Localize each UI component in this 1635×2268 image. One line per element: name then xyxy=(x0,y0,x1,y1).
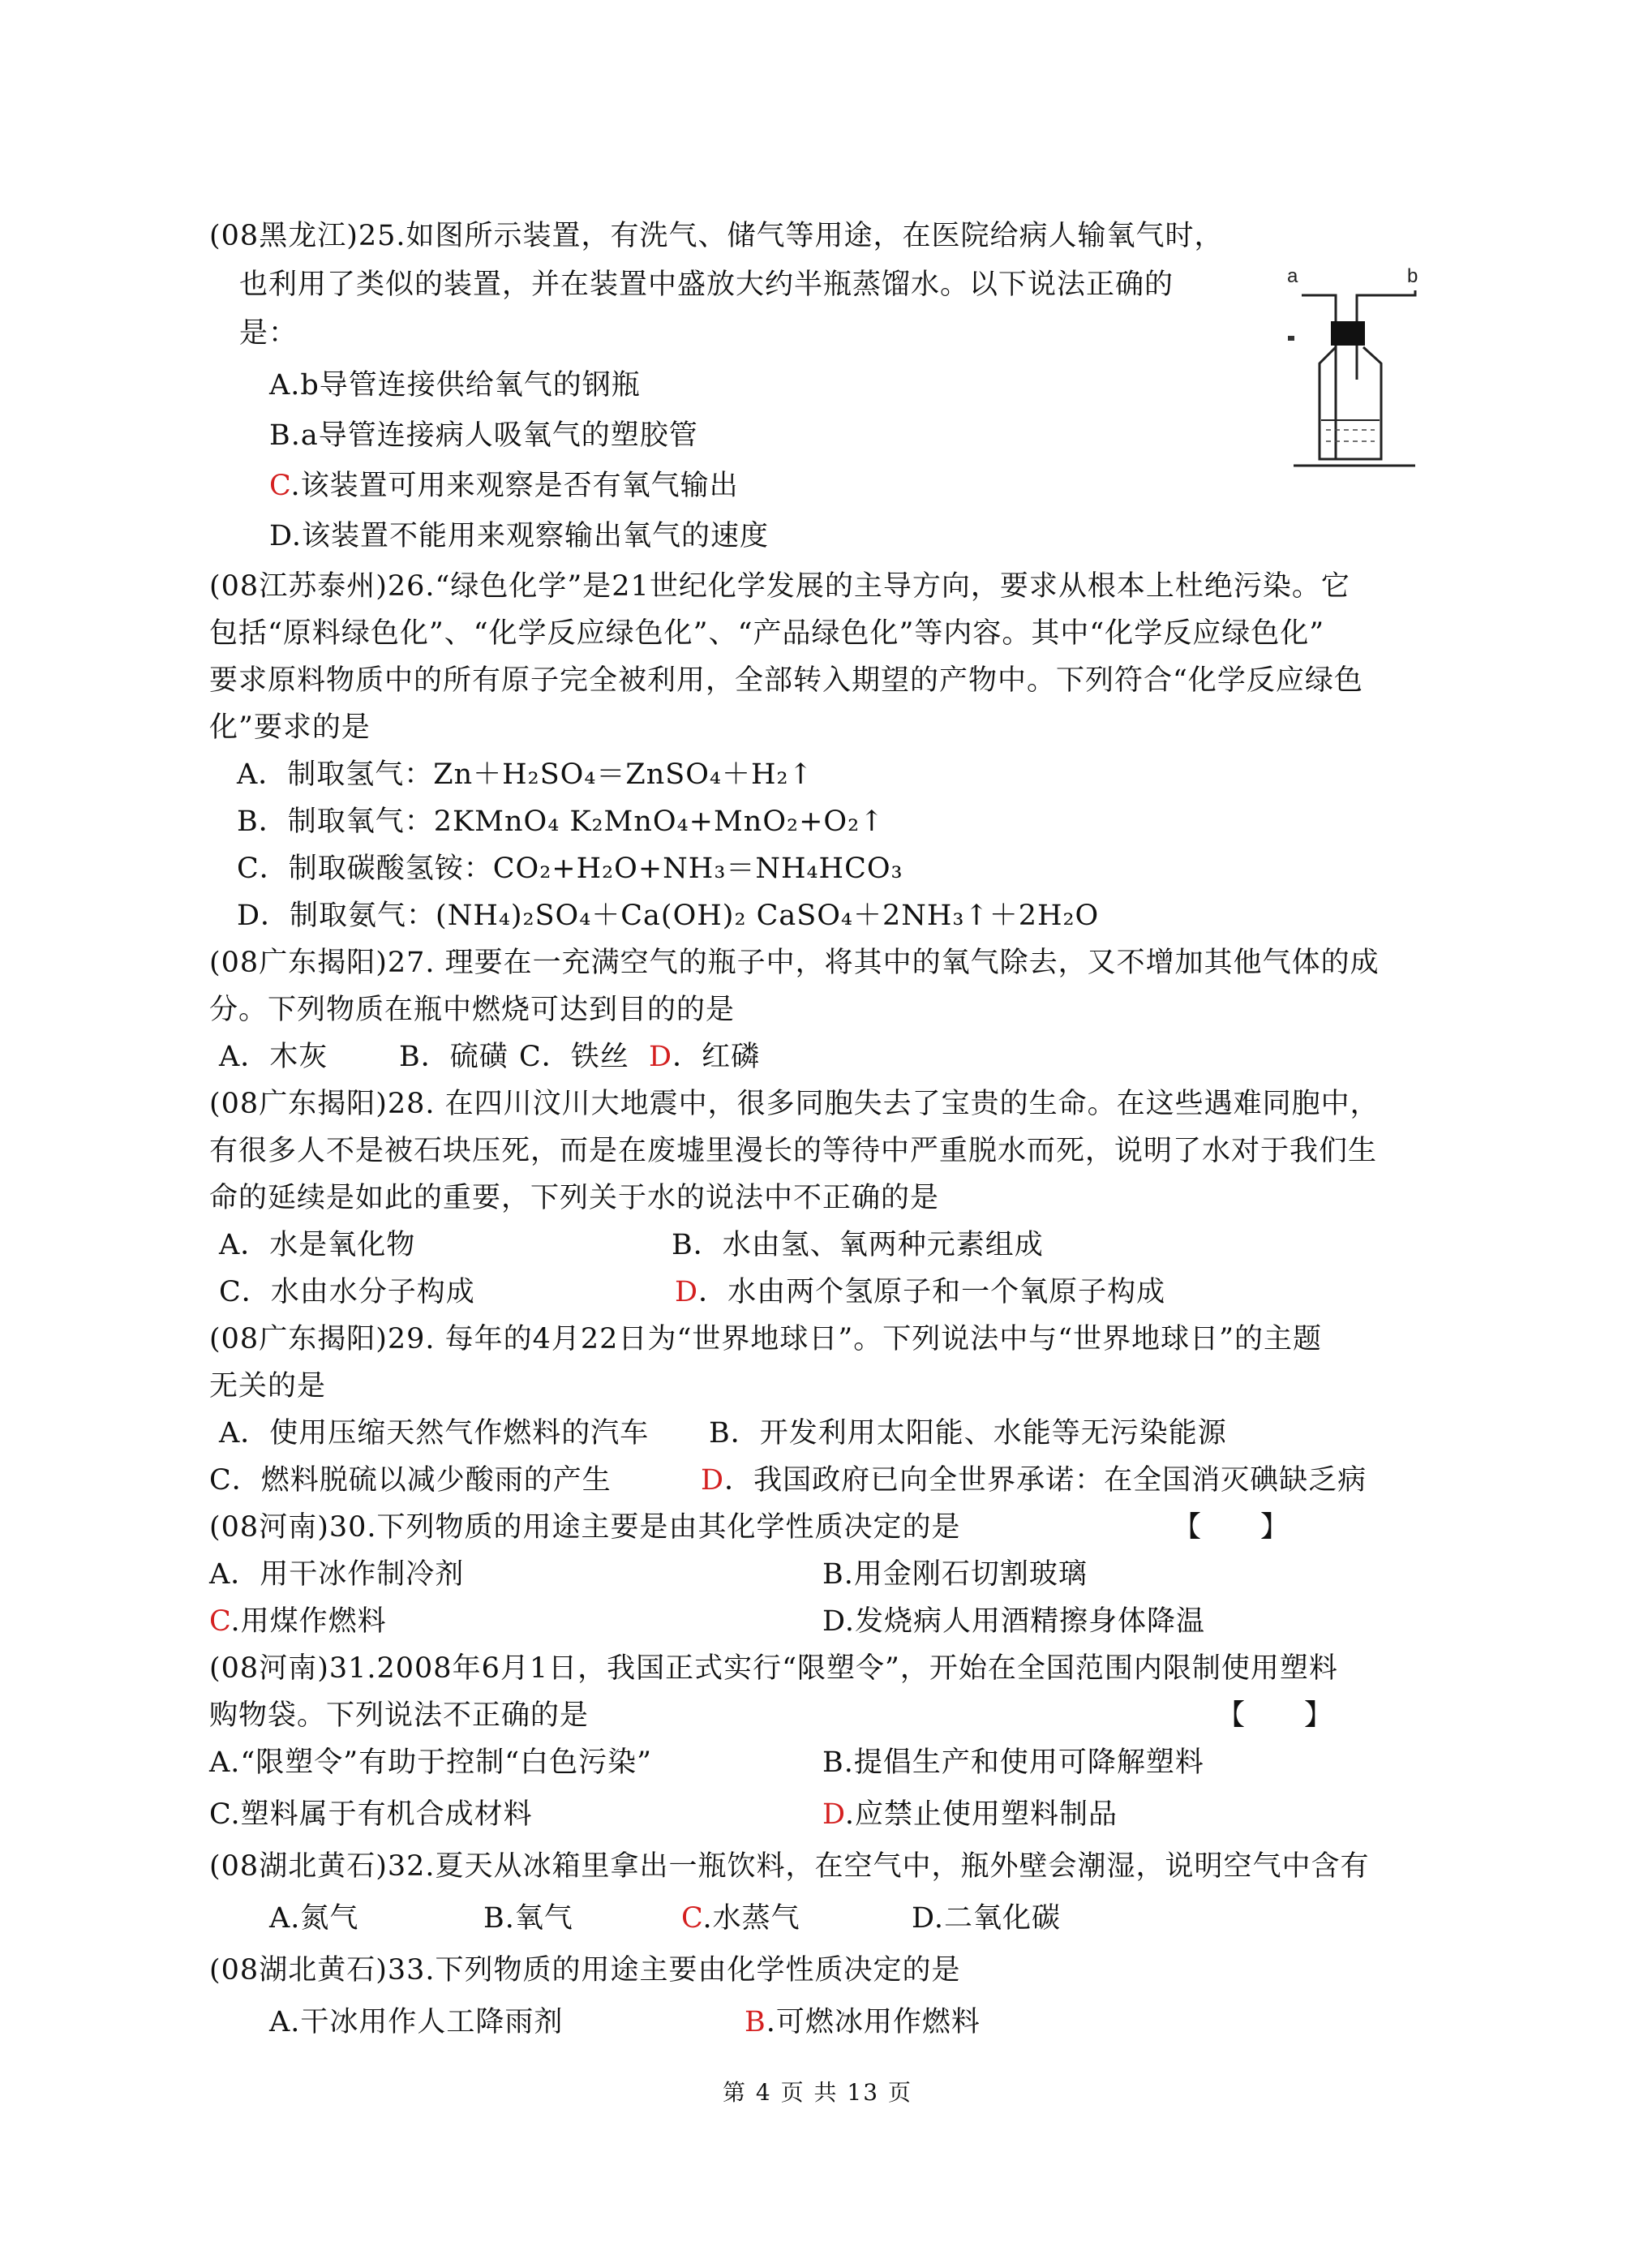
q29-option-d xyxy=(701,1457,1367,1504)
q25-line-1: (08黑龙江)25.如图所示装置，有洗气、储气等用途，在医院给病人输氧气时， xyxy=(209,220,1224,252)
q32-answer-marker: C xyxy=(681,1902,703,1935)
q27-option-d xyxy=(649,1033,760,1080)
q27-option-b: B．硫磺 xyxy=(399,1041,509,1073)
q33-answer-marker: B xyxy=(745,2006,766,2038)
q26-line-4: 化”要求的是 xyxy=(209,711,371,744)
q25-line-2: 也利用了类似的装置，并在装置中盛放大约半瓶蒸馏水。以下说法正确的 xyxy=(239,268,1174,301)
q33-option-b-text: .可燃冰用作燃料 xyxy=(766,2006,981,2038)
q28-answer-marker: D xyxy=(675,1276,699,1308)
q26-option-a: A．制取氢气：Zn＋H₂SO₄＝ZnSO₄＋H₂↑ xyxy=(237,758,813,791)
q28-line-3: 命的延续是如此的重要，下列关于水的说法中不正确的是 xyxy=(209,1182,940,1214)
q32-option-d: D.二氧化碳 xyxy=(912,1902,1061,1935)
q31-option-d xyxy=(822,1791,1118,1838)
q29-line-2: 无关的是 xyxy=(209,1370,327,1402)
q30-option-d: D.发烧病人用酒精擦身体降温 xyxy=(822,1605,1205,1638)
q30-answer-bracket: 【 】 xyxy=(1173,1511,1290,1544)
q29-answer-marker: D xyxy=(701,1464,725,1497)
q27-option-d-text: ．红磷 xyxy=(672,1041,761,1073)
q28-option-d-text: ．水由两个氢原子和一个氧原子构成 xyxy=(698,1276,1166,1308)
q32-option-a: A.氮气 xyxy=(269,1902,359,1935)
q29-option-c: C．燃料脱硫以减少酸雨的产生 xyxy=(209,1464,612,1497)
page-number-footer: 第 4 页 共 13 页 xyxy=(723,2079,912,2106)
q28-option-b: B．水由氢、氧两种元素组成 xyxy=(672,1229,1044,1261)
q31-answer-marker: D xyxy=(822,1798,845,1831)
q32-line-1: (08湖北黄石)32.夏天从冰箱里拿出一瓶饮料，在空气中，瓶外壁会潮湿，说明空气中含有 xyxy=(209,1850,1370,1883)
q31-option-d-text: .应禁止使用塑料制品 xyxy=(844,1798,1118,1831)
q25-option-b: B.a导管连接病人吸氧气的塑胶管 xyxy=(269,419,698,452)
q26-option-d: D．制取氨气：(NH₄)₂SO₄＋Ca(OH)₂ CaSO₄＋2NH₃↑＋2H₂O xyxy=(237,900,1100,932)
q25-option-c-text: .该装置可用来观察是否有氧气输出 xyxy=(290,470,739,502)
q27-line-2: 分。下列物质在瓶中燃烧可达到目的的是 xyxy=(209,994,736,1026)
q30-answer-marker: C xyxy=(209,1605,231,1638)
q28-option-c: C．水由水分子构成 xyxy=(219,1276,475,1308)
gas-washing-bottle-figure xyxy=(1285,258,1423,477)
q31-option-a: A.“限塑令”有助于控制“白色污染” xyxy=(209,1746,652,1779)
q26-line-2: 包括“原料绿色化”、“化学反应绿色化”、“产品绿色化”等内容。其中“化学反应绿色化” xyxy=(209,617,1325,650)
q26-option-b: B．制取氧气：2KMnO₄ K₂MnO₄+MnO₂+O₂↑ xyxy=(237,805,885,838)
q28-line-2: 有很多人不是被石块压死，而是在废墟里漫长的等待中严重脱水而死，说明了水对于我们生 xyxy=(209,1135,1378,1167)
figure-label-a: a xyxy=(1287,265,1298,287)
q32-option-c-text: .水蒸气 xyxy=(702,1902,800,1935)
q32-option-c xyxy=(681,1895,800,1942)
q33-line-1: (08湖北黄石)33.下列物质的用途主要由化学性质决定的是 xyxy=(209,1954,961,1987)
figure-label-b: b xyxy=(1407,265,1418,287)
q26-line-1: (08江苏泰州)26.“绿色化学”是21世纪化学发展的主导方向，要求从根本上杜绝污染。它 xyxy=(209,570,1350,603)
q27-line-1: (08广东揭阳)27. 理要在一充满空气的瓶子中，将其中的氧气除去，又不增加其他气体的成 xyxy=(209,947,1380,979)
q31-line-2: 购物袋。下列说法不正确的是 xyxy=(209,1699,590,1732)
q30-line-1: (08河南)30.下列物质的用途主要是由其化学性质决定的是 xyxy=(209,1511,961,1544)
q30-option-c xyxy=(209,1598,387,1645)
q31-line-1: (08河南)31.2008年6月1日，我国正式实行“限塑令”，开始在全国范围内限制使用塑料 xyxy=(209,1652,1338,1685)
q25-option-d: D.该装置不能用来观察输出氧气的速度 xyxy=(269,520,769,552)
q33-option-b xyxy=(745,1999,981,2046)
q29-option-a: A．使用压缩天然气作燃料的汽车 xyxy=(219,1417,650,1450)
q25-line-3: 是： xyxy=(239,317,298,350)
q27-answer-marker: D xyxy=(649,1041,673,1073)
q31-option-c: C.塑料属于有机合成材料 xyxy=(209,1798,533,1831)
q25-option-a: A.b导管连接供给氧气的钢瓶 xyxy=(269,369,641,402)
q29-line-1: (08广东揭阳)29. 每年的4月22日为“世界地球日”。下列说法中与“世界地球日”的主题 xyxy=(209,1323,1323,1355)
q31-answer-bracket: 【 】 xyxy=(1217,1699,1334,1732)
q30-option-c-text: .用煤作燃料 xyxy=(230,1605,387,1638)
q29-option-b: B．开发利用太阳能、水能等无污染能源 xyxy=(709,1417,1227,1450)
q31-option-b: B.提倡生产和使用可降解塑料 xyxy=(822,1746,1204,1779)
q25-answer-marker: C xyxy=(269,470,291,502)
q30-option-b: B.用金刚石切割玻璃 xyxy=(822,1558,1088,1591)
q28-line-1: (08广东揭阳)28. 在四川汶川大地震中，很多同胞失去了宝贵的生命。在这些遇难同胞中， xyxy=(209,1088,1380,1120)
q29-option-d-text: ．我国政府已向全世界承诺：在全国消灭碘缺乏病 xyxy=(724,1464,1367,1497)
q33-option-a: A.干冰用作人工降雨剂 xyxy=(269,2006,564,2038)
q27-option-c: C．铁丝 xyxy=(519,1041,629,1073)
q28-option-d xyxy=(675,1269,1165,1316)
q27-option-a: A．木灰 xyxy=(219,1041,328,1073)
q26-line-3: 要求原料物质中的所有原子完全被利用，全部转入期望的产物中。下列符合“化学反应绿色 xyxy=(209,664,1363,697)
q32-option-b: B.氧气 xyxy=(483,1902,573,1935)
q30-option-a: A．用干冰作制冷剂 xyxy=(209,1558,465,1591)
q26-option-c: C．制取碳酸氢铵：CO₂+H₂O+NH₃＝NH₄HCO₃ xyxy=(237,853,903,885)
q28-option-a: A．水是氧化物 xyxy=(219,1229,416,1261)
q25-option-c xyxy=(269,462,739,509)
